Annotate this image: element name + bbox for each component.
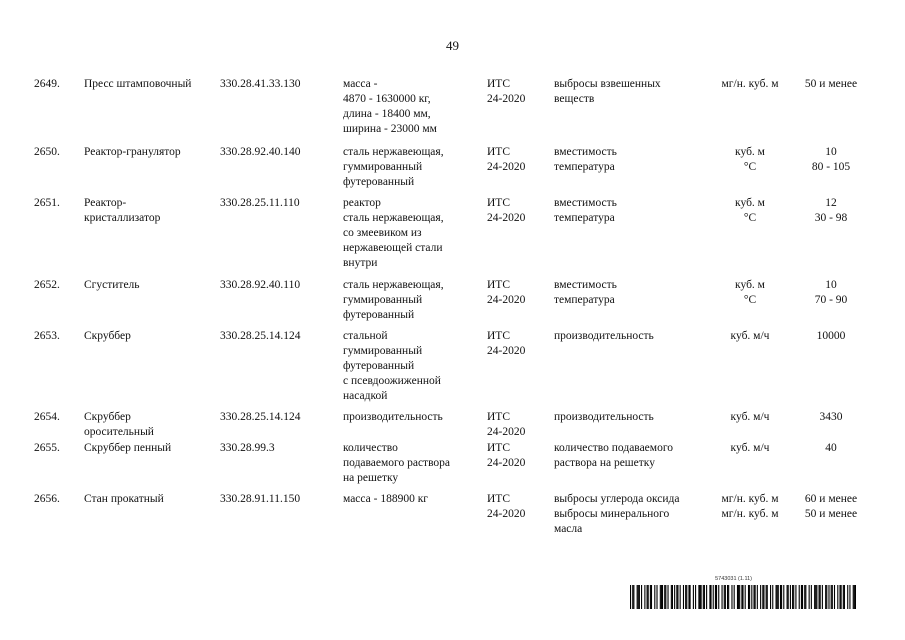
- barcode-bar: [828, 585, 829, 609]
- equipment-description-line: сталь нержавеющая,: [343, 146, 444, 158]
- barcode-bar: [760, 585, 761, 609]
- reference-standard-line: 24-2020: [487, 457, 526, 469]
- barcode-bar: [718, 585, 719, 609]
- barcode-bar: [676, 585, 677, 609]
- barcode-bar: [753, 585, 754, 609]
- parameter-value: [788, 441, 874, 456]
- equipment-code: 330.28.92.40.110: [220, 279, 301, 291]
- parameter-value-line: 12: [825, 197, 837, 209]
- barcode-bar: [703, 585, 704, 609]
- barcode-bar: [793, 585, 794, 609]
- barcode-bar: [855, 585, 856, 609]
- barcode-bar: [809, 585, 810, 609]
- barcode-bar: [734, 585, 735, 609]
- barcode-bar: [815, 585, 816, 609]
- equipment-description: [343, 410, 483, 425]
- parameter-unit-line: куб. м/ч: [730, 330, 770, 342]
- barcode-bar: [854, 585, 855, 609]
- parameter-unit: [706, 196, 794, 226]
- equipment-name: [84, 441, 216, 456]
- barcode-bar: [749, 585, 750, 609]
- barcode-bar: [763, 585, 764, 609]
- barcode-bar: [701, 585, 702, 609]
- barcode-bar: [799, 585, 800, 609]
- equipment-description: [343, 329, 483, 404]
- barcode-bar: [683, 585, 684, 609]
- barcode-bar: [738, 585, 739, 609]
- barcode-bar: [731, 585, 732, 609]
- barcode-bar: [650, 585, 651, 609]
- equipment-name-line: Пресс штамповочный: [84, 78, 192, 90]
- equipment-code: 330.28.99.3: [220, 442, 275, 454]
- parameter-unit-line: мг/н. куб. м: [721, 508, 779, 520]
- parameter-name-line: выбросы углерода оксида: [554, 493, 680, 505]
- equipment-name-line: оросительный: [84, 426, 154, 438]
- parameter-unit-line: куб. м: [735, 279, 765, 291]
- barcode-bar: [728, 585, 729, 609]
- barcode-bar: [699, 585, 700, 609]
- barcode-bar: [660, 585, 661, 609]
- equipment-description-line: сталь нержавеющая,: [343, 212, 444, 224]
- barcode-bar: [751, 585, 752, 609]
- equipment-name: [84, 77, 216, 92]
- barcode-bar: [654, 585, 655, 609]
- equipment-description: [343, 145, 483, 190]
- barcode-bar: [837, 585, 838, 609]
- equipment-description: [343, 278, 483, 323]
- barcode-bar: [814, 585, 815, 609]
- parameter-name-line: масла: [554, 523, 583, 535]
- reference-standard-line: ИТС: [487, 411, 510, 423]
- equipment-description-line: производительность: [343, 411, 443, 423]
- table-row: [0, 492, 905, 552]
- equipment-description-line: 4870 - 1630000 кг,: [343, 93, 431, 105]
- barcode-bar: [844, 585, 845, 609]
- barcode-bar: [630, 585, 631, 609]
- reference-standard-line: ИТС: [487, 197, 510, 209]
- table-row: [0, 196, 905, 278]
- parameter-name-line: температура: [554, 294, 615, 306]
- barcode-bar: [792, 585, 793, 609]
- parameter-name-line: вместимость: [554, 279, 617, 291]
- barcode-bar: [839, 585, 840, 609]
- row-number: 2655.: [34, 442, 60, 454]
- table-row: [0, 77, 905, 145]
- row-number: 2653.: [34, 330, 60, 342]
- equipment-description: [343, 492, 483, 507]
- equipment-name: [84, 196, 216, 226]
- barcode-bar: [690, 585, 691, 609]
- barcode-block: [630, 576, 856, 616]
- parameter-unit: [706, 441, 794, 456]
- barcode-bar: [695, 585, 696, 609]
- row-number: 2651.: [34, 197, 60, 209]
- equipment-name: [84, 145, 216, 160]
- barcode-bar: [770, 585, 771, 609]
- equipment-description-line: с псевдоожиженной: [343, 375, 441, 387]
- reference-standard-line: 24-2020: [487, 93, 526, 105]
- reference-standard-line: 24-2020: [487, 212, 526, 224]
- equipment-description-line: внутри: [343, 257, 378, 269]
- equipment-description-line: реактор: [343, 197, 381, 209]
- barcode-bar: [724, 585, 725, 609]
- parameter-unit-line: мг/н. куб. м: [721, 78, 779, 90]
- equipment-code: 330.28.25.14.124: [220, 411, 301, 423]
- parameter-unit-line: куб. м/ч: [730, 411, 770, 423]
- barcode-bar: [651, 585, 652, 609]
- barcode-bar: [709, 585, 710, 609]
- barcode-bar: [698, 585, 699, 609]
- equipment-code: 330.28.25.14.124: [220, 330, 301, 342]
- equipment-table: [0, 77, 905, 552]
- barcode-bar: [710, 585, 711, 609]
- barcode-bar: [780, 585, 781, 609]
- equipment-description: [343, 441, 483, 486]
- equipment-name-line: кристаллизатор: [84, 212, 161, 224]
- reference-standard: [487, 441, 547, 471]
- equipment-description-line: подаваемого раствора: [343, 457, 451, 469]
- barcode-bar: [783, 585, 784, 609]
- equipment-code: 330.28.25.11.110: [220, 197, 300, 209]
- barcode-bar: [841, 585, 842, 609]
- barcode-bar: [716, 585, 717, 609]
- barcode-bar: [790, 585, 791, 609]
- parameter-value: [788, 145, 874, 175]
- equipment-code: 330.28.92.40.140: [220, 146, 301, 158]
- parameter-value: [788, 410, 874, 425]
- row-number: 2649.: [34, 78, 60, 90]
- parameter-unit-line: куб. м/ч: [730, 442, 770, 454]
- reference-standard: [487, 77, 547, 107]
- table-row: [0, 278, 905, 329]
- parameter-value-line: 50 и менее: [804, 78, 858, 90]
- parameter-name-line: раствора на решетку: [554, 457, 655, 469]
- equipment-description-line: гуммированный: [343, 294, 423, 306]
- barcode-bar: [680, 585, 681, 609]
- equipment-name: [84, 278, 216, 293]
- barcode-bar: [820, 585, 821, 609]
- parameter-name: [554, 278, 704, 308]
- reference-standard: [487, 145, 547, 175]
- equipment-code: 330.28.41.33.130: [220, 78, 301, 90]
- equipment-description-line: стальной: [343, 330, 388, 342]
- barcode-bar: [822, 585, 823, 609]
- parameter-name: [554, 441, 704, 471]
- barcode-bar: [737, 585, 738, 609]
- barcode-image: [630, 585, 856, 609]
- table-row: [0, 145, 905, 196]
- equipment-description: [343, 77, 483, 137]
- reference-standard-line: 24-2020: [487, 426, 526, 438]
- barcode-bar: [713, 585, 714, 609]
- reference-standard-line: 24-2020: [487, 294, 526, 306]
- parameter-value-line: 80 - 105: [811, 161, 851, 173]
- barcode-bar: [843, 585, 844, 609]
- parameter-name-line: веществ: [554, 93, 595, 105]
- barcode-bar: [853, 585, 854, 609]
- parameter-name: [554, 492, 704, 537]
- parameter-value-line: 10: [825, 279, 837, 291]
- parameter-value-line: 70 - 90: [814, 294, 848, 306]
- barcode-bar: [781, 585, 782, 609]
- barcode-bar: [772, 585, 773, 609]
- equipment-description-line: количество: [343, 442, 398, 454]
- equipment-name-line: Сгуститель: [84, 279, 140, 291]
- barcode-bar: [638, 585, 639, 609]
- barcode-caption: 5743031 (1.11): [715, 576, 752, 582]
- barcode-bar: [672, 585, 673, 609]
- barcode-bar: [674, 585, 675, 609]
- row-number: 2652.: [34, 279, 60, 291]
- barcode-bar: [725, 585, 726, 609]
- parameter-name: [554, 145, 704, 175]
- parameter-unit: [706, 145, 794, 175]
- barcode-bar: [788, 585, 789, 609]
- reference-standard-line: ИТС: [487, 442, 510, 454]
- equipment-name: [84, 492, 216, 507]
- row-number: 2656.: [34, 493, 60, 505]
- parameter-unit-line: мг/н. куб. м: [721, 493, 779, 505]
- page-number: 49: [446, 38, 459, 53]
- barcode-bar: [825, 585, 826, 609]
- barcode-bar: [745, 585, 746, 609]
- barcode-bar: [644, 585, 645, 609]
- reference-standard-line: 24-2020: [487, 508, 526, 520]
- parameter-value-line: 30 - 98: [814, 212, 848, 224]
- equipment-description-line: ширина - 23000 мм: [343, 123, 437, 135]
- parameter-value: [788, 196, 874, 226]
- reference-standard-line: 24-2020: [487, 345, 526, 357]
- equipment-description-line: на решетку: [343, 472, 399, 484]
- reference-standard: [487, 410, 547, 440]
- equipment-name: [84, 410, 216, 440]
- barcode-bar: [704, 585, 705, 609]
- equipment-code: 330.28.91.11.150: [220, 493, 301, 505]
- reference-standard: [487, 278, 547, 308]
- parameter-unit: [706, 492, 794, 522]
- equipment-name-line: Скруббер: [84, 411, 131, 423]
- barcode-bar: [802, 585, 803, 609]
- equipment-name: [84, 329, 216, 344]
- barcode-bar: [849, 585, 850, 609]
- barcode-bar: [739, 585, 740, 609]
- barcode-bar: [832, 585, 833, 609]
- equipment-description-line: со змеевиком из: [343, 227, 422, 239]
- reference-standard-line: 24-2020: [487, 161, 526, 173]
- parameter-value-line: 60 и менее: [804, 493, 858, 505]
- barcode-bar: [639, 585, 640, 609]
- equipment-description: [343, 196, 483, 271]
- barcode-bar: [755, 585, 756, 609]
- barcode-bar: [677, 585, 678, 609]
- equipment-description-line: масса - 188900 кг: [343, 493, 429, 505]
- parameter-name: [554, 77, 704, 107]
- parameter-unit-line: °С: [743, 294, 757, 306]
- parameter-value: [788, 329, 874, 344]
- table-row: [0, 410, 905, 441]
- barcode-bar: [706, 585, 707, 609]
- barcode-bar: [693, 585, 694, 609]
- parameter-name: [554, 196, 704, 226]
- table-row: [0, 329, 905, 410]
- parameter-value-line: 50 и менее: [804, 508, 858, 520]
- barcode-bar: [686, 585, 687, 609]
- barcode-bar: [819, 585, 820, 609]
- parameter-name-line: температура: [554, 212, 615, 224]
- parameter-name: [554, 329, 704, 344]
- barcode-bar: [805, 585, 806, 609]
- equipment-name-line: Реактор-гранулятор: [84, 146, 181, 158]
- barcode-bar: [748, 585, 749, 609]
- parameter-unit-line: куб. м: [735, 146, 765, 158]
- parameter-unit-line: °С: [743, 161, 757, 173]
- parameter-unit: [706, 410, 794, 425]
- reference-standard-line: ИТС: [487, 146, 510, 158]
- parameter-name-line: вместимость: [554, 146, 617, 158]
- parameter-name-line: выбросы взвешенных: [554, 78, 661, 90]
- barcode-bar: [727, 585, 728, 609]
- parameter-name-line: производительность: [554, 330, 654, 342]
- equipment-description-line: гуммированный: [343, 161, 423, 173]
- parameter-value: [788, 492, 874, 522]
- parameter-unit: [706, 278, 794, 308]
- barcode-bar: [777, 585, 778, 609]
- parameter-name-line: производительность: [554, 411, 654, 423]
- barcode-bar: [722, 585, 723, 609]
- barcode-bar: [816, 585, 817, 609]
- parameter-name-line: температура: [554, 161, 615, 173]
- barcode-bar: [811, 585, 812, 609]
- barcode-bar: [641, 585, 642, 609]
- parameter-unit: [706, 329, 794, 344]
- equipment-description-line: футерованный: [343, 309, 415, 321]
- reference-standard: [487, 492, 547, 522]
- reference-standard-line: ИТС: [487, 78, 510, 90]
- barcode-bar: [767, 585, 768, 609]
- barcode-bar: [741, 585, 742, 609]
- barcode-bar: [648, 585, 649, 609]
- barcode-bar: [661, 585, 662, 609]
- barcode-bar: [632, 585, 633, 609]
- parameter-value-line: 10000: [816, 330, 846, 342]
- parameter-unit: [706, 77, 794, 92]
- parameter-name-line: вместимость: [554, 197, 617, 209]
- parameter-name-line: количество подаваемого: [554, 442, 673, 454]
- barcode-bar: [637, 585, 638, 609]
- barcode-bar: [801, 585, 802, 609]
- barcode-bar: [776, 585, 777, 609]
- equipment-description-line: насадкой: [343, 390, 388, 402]
- equipment-description-line: сталь нержавеющая,: [343, 279, 444, 291]
- parameter-name-line: выбросы минерального: [554, 508, 670, 520]
- reference-standard-line: ИТС: [487, 330, 510, 342]
- parameter-value-line: 40: [825, 442, 837, 454]
- barcode-bar: [762, 585, 763, 609]
- barcode-bar: [766, 585, 767, 609]
- parameter-name: [554, 410, 704, 425]
- reference-standard-line: ИТС: [487, 493, 510, 505]
- equipment-name-line: Скруббер: [84, 330, 131, 342]
- barcode-bar: [831, 585, 832, 609]
- barcode-bar: [804, 585, 805, 609]
- barcode-bar: [662, 585, 663, 609]
- parameter-unit-line: °С: [743, 212, 757, 224]
- barcode-bar: [633, 585, 634, 609]
- reference-standard: [487, 329, 547, 359]
- barcode-bar: [847, 585, 848, 609]
- barcode-bar: [778, 585, 779, 609]
- barcode-bar: [787, 585, 788, 609]
- barcode-bar: [826, 585, 827, 609]
- barcode-bar: [688, 585, 689, 609]
- barcode-bar: [795, 585, 796, 609]
- row-number: 2654.: [34, 411, 60, 423]
- barcode-bar: [656, 585, 657, 609]
- equipment-description-line: масса -: [343, 78, 378, 90]
- barcode-bar: [834, 585, 835, 609]
- barcode-bar: [665, 585, 666, 609]
- row-number: 2650.: [34, 146, 60, 158]
- barcode-bar: [715, 585, 716, 609]
- barcode-bar: [667, 585, 668, 609]
- equipment-description-line: футерованный: [343, 176, 415, 188]
- equipment-name-line: Скруббер пенный: [84, 442, 172, 454]
- equipment-description-line: длина - 18400 мм,: [343, 108, 431, 120]
- equipment-name-line: Стан прокатный: [84, 493, 164, 505]
- barcode-bar: [664, 585, 665, 609]
- equipment-description-line: нержавеющей стали: [343, 242, 443, 254]
- reference-standard-line: ИТС: [487, 279, 510, 291]
- equipment-description-line: гуммированный: [343, 345, 423, 357]
- parameter-value: [788, 278, 874, 308]
- parameter-value-line: 10: [825, 146, 837, 158]
- reference-standard: [487, 196, 547, 226]
- equipment-description-line: футерованный: [343, 360, 415, 372]
- barcode-bar: [647, 585, 648, 609]
- parameter-unit-line: куб. м: [735, 197, 765, 209]
- equipment-name-line: Реактор-: [84, 197, 127, 209]
- barcode-bar: [742, 585, 743, 609]
- barcode-bar: [757, 585, 758, 609]
- parameter-value: [788, 77, 874, 92]
- barcode-bar: [671, 585, 672, 609]
- parameter-value-line: 3430: [819, 411, 843, 423]
- barcode-bar: [685, 585, 686, 609]
- table-row: [0, 441, 905, 492]
